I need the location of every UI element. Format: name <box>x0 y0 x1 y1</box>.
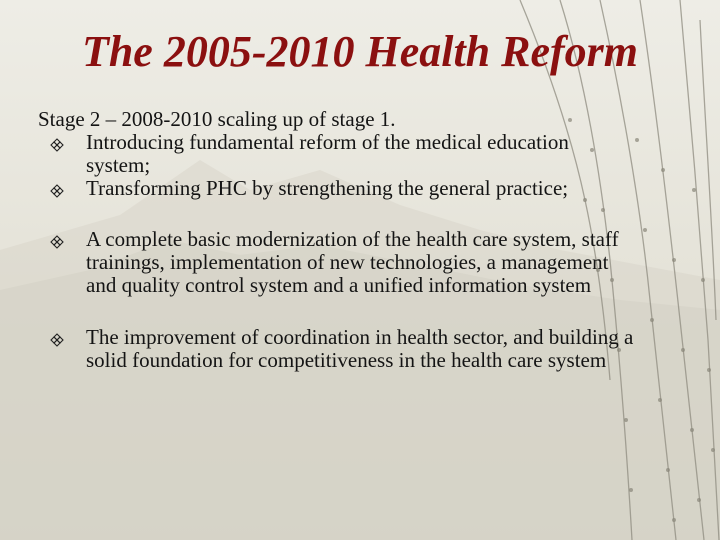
bullet-text: Introducing fundamental reform of the medical education system; <box>86 130 569 177</box>
list-item <box>38 228 638 297</box>
diamond-bullet-icon <box>50 184 64 198</box>
bullet-text: The improvement of coordination in health sector, and building a solid foundation for competitiveness in the health care system <box>86 325 634 372</box>
slide-body <box>38 108 638 372</box>
bullet-text: A complete basic modernization of the health care system, staff trainings, implementation of new technologies, a management and quality control system and a unified information system <box>86 227 619 297</box>
stage-line: Stage 2 – 2008-2010 scaling up of stage 1. <box>38 107 396 131</box>
list-item <box>38 326 638 372</box>
list-item <box>38 131 638 177</box>
diamond-bullet-icon <box>50 333 64 347</box>
slide-title: The 2005-2010 Health Reform <box>81 27 639 76</box>
diamond-bullet-icon <box>50 235 64 249</box>
list-item <box>38 177 638 200</box>
bullet-text: Transforming PHC by strengthening the general practice; <box>86 176 569 200</box>
diamond-bullet-icon <box>50 138 64 152</box>
